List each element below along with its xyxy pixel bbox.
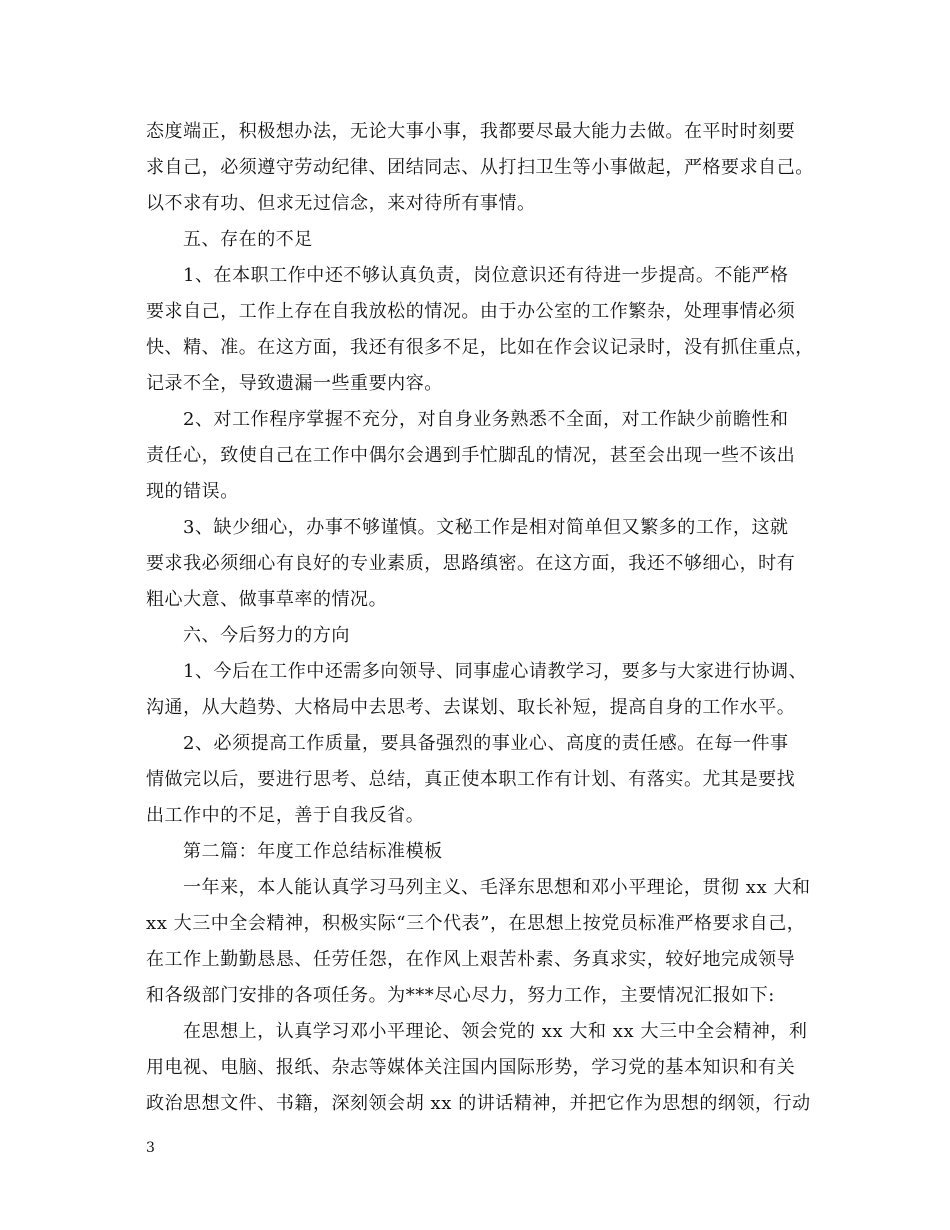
- text-line: 粗心大意、做事草率的情况。: [146, 589, 388, 610]
- text-line: 五、存在的不足: [183, 229, 313, 250]
- text-line: 快、精、准。在这方面，我还有很多不足，比如在作会议记录时，没有抓住重点，: [146, 337, 814, 358]
- text-line: 求自己，必须遵守劳动纪律、团结同志、从打扫卫生等小事做起，严格要求自己。: [146, 157, 814, 178]
- text-line: 一年来，本人能认真学习马列主义、毛泽东思想和邓小平理论，贯彻 xx 大和: [183, 877, 811, 898]
- text-line: 用电视、电脑、报纸、杂志等媒体关注国内国际形势，学习党的基本知识和有关: [146, 1057, 796, 1078]
- body-text: [146, 114, 814, 1122]
- text-line: 情做完以后，要进行思考、总结，真正使本职工作有计划、有落实。尤其是要找: [146, 769, 796, 790]
- text-line: 在思想上，认真学习邓小平理论、领会党的 xx 大和 xx 大三中全会精神，利: [183, 1021, 808, 1042]
- text-line: 态度端正，积极想办法，无论大事小事，我都要尽最大能力去做。在平时时刻要: [146, 121, 796, 142]
- text-line: 和各级部门安排的各项任务。为***尽心尽力，努力工作，主要情况汇报如下:: [146, 985, 775, 1006]
- text-line: 沟通，从大趋势、大格局中去思考、去谋划、取长补短，提高自身的工作水平。: [146, 697, 796, 718]
- text-line: 3、缺少细心，办事不够谨慎。文秘工作是相对简单但又繁多的工作，这就: [183, 517, 789, 538]
- text-line: 要求自己，工作上存在自我放松的情况。由于办公室的工作繁杂，处理事情必须: [146, 301, 796, 322]
- text-line: 2、必须提高工作质量，要具备强烈的事业心、高度的责任感。在每一件事: [183, 733, 789, 754]
- text-line: 现的错误。: [146, 481, 239, 502]
- text-line: 在工作上勤勤恳恳、任劳任怨，在作风上艰苦朴素、务真求实，较好地完成领导: [146, 949, 796, 970]
- text-line: 出工作中的不足，善于自我反省。: [146, 805, 425, 826]
- text-line: 记录不全，导致遗漏一些重要内容。: [146, 373, 443, 394]
- text-line: 责任心，致使自己在工作中偶尔会遇到手忙脚乱的情况，甚至会出现一些不该出: [146, 445, 796, 466]
- text-line: 以不求有功、但求无过信念，来对待所有事情。: [146, 193, 536, 214]
- text-line: 1、今后在工作中还需多向领导、同事虚心请教学习，要多与大家进行协调、: [183, 661, 808, 682]
- text-line: 要求我必须细心有良好的专业素质，思路缜密。在这方面，我还不够细心，时有: [146, 553, 796, 574]
- page-number: 3: [146, 1140, 155, 1156]
- text-line: 1、在本职工作中还不够认真负责，岗位意识还有待进一步提高。不能严格: [183, 265, 789, 286]
- text-line: 第二篇：年度工作总结标准模板: [183, 841, 443, 862]
- text-line: xx 大三中全会精神，积极实际“三个代表”，在思想上按党员标准严格要求自己，: [146, 913, 806, 934]
- text-line: 六、今后努力的方向: [183, 625, 350, 646]
- text-line: 2、对工作程序掌握不充分，对自身业务熟悉不全面，对工作缺少前瞻性和: [183, 409, 789, 430]
- text-line: 政治思想文件、书籍，深刻领会胡 xx 的讲话精神，并把它作为思想的纲领，行动: [146, 1093, 811, 1114]
